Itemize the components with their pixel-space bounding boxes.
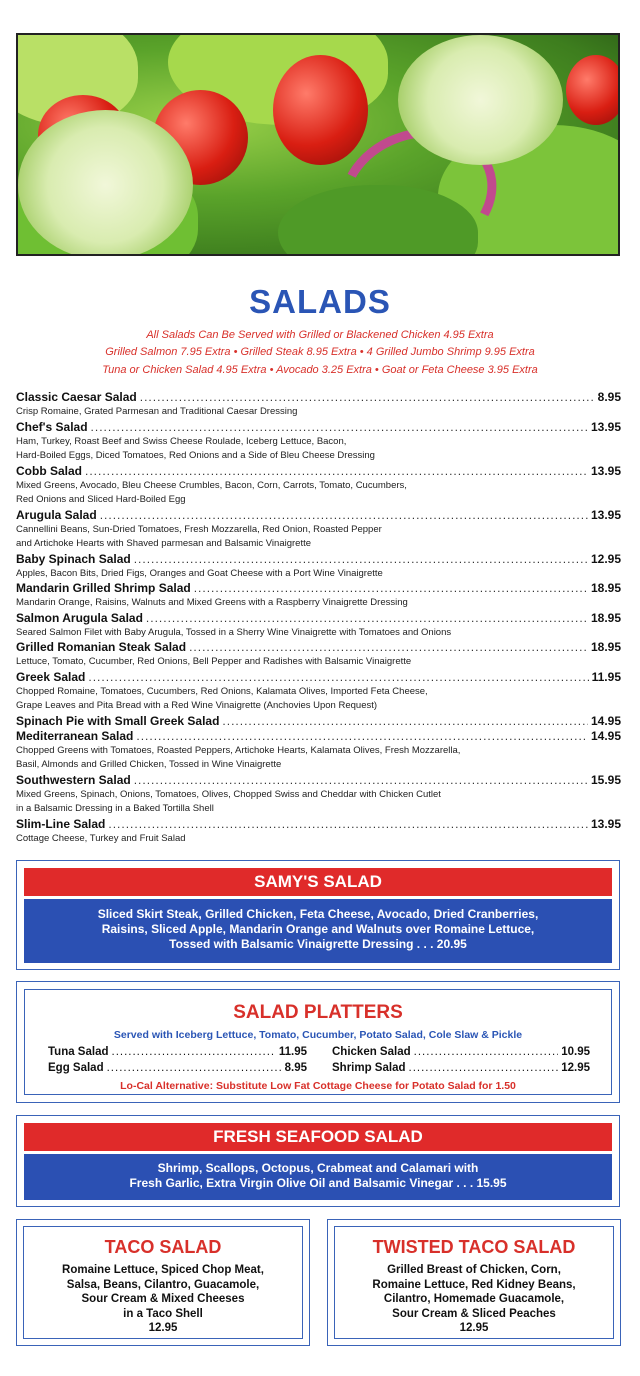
menu-item <box>16 714 621 729</box>
item-name: Southwestern Salad <box>16 772 131 787</box>
item-name: Classic Caesar Salad <box>16 390 137 404</box>
description-line: Romaine Lettuce, Spiced Chop Meat, <box>62 1264 264 1276</box>
description-line: Fresh Garlic, Extra Virgin Olive Oil and Balsamic Vinegar . . . 15.95 <box>129 1176 507 1190</box>
item-description: Cottage Cheese, Turkey and Fruit Salad <box>16 832 186 844</box>
description-line: Salsa, Beans, Cilantro, Guacamole, <box>66 1278 260 1291</box>
item-description: Ham, Turkey, Roast Beef and Swiss Cheese Roulade, Iceberg Lettuce, Bacon, <box>16 435 347 447</box>
item-name: Mediterranean Salad <box>16 728 134 743</box>
taco-salad-description <box>24 1263 302 1336</box>
salad-list <box>16 390 621 846</box>
item-description: in a Balsamic Dressing in a Baked Tortilla Shell <box>16 803 214 814</box>
item-price: 13.95 <box>590 463 621 478</box>
item-description: Crisp Romaine, Grated Parmesan and Traditional Caesar Dressing <box>16 406 298 417</box>
platters-note: Lo-Cal Alternative: Substitute Low Fat Cottage Cheese for Potato Salad for 1.50 <box>120 1080 516 1092</box>
item-price: 12.95 <box>148 1322 178 1334</box>
description-line: Romaine Lettuce, Red Kidney Beans, <box>372 1278 576 1291</box>
item-price: 12.95 <box>590 551 621 566</box>
item-price: 18.95 <box>590 581 621 595</box>
item-description: Seared Salmon Filet with Baby Arugula, Tossed in a Sherry Wine Vinaigrette with Tomatoes and Onions <box>16 626 452 638</box>
item-name: Salmon Arugula Salad <box>16 610 143 625</box>
menu-item <box>16 581 621 611</box>
section-title: SALADS <box>249 283 391 320</box>
item-name: Spinach Pie with Small Greek Salad <box>16 713 220 728</box>
item-price: 8.95 <box>597 390 621 404</box>
taco-salad-box <box>16 1219 310 1346</box>
cucumber-slice <box>398 35 563 165</box>
tomato <box>566 55 620 125</box>
item-price: 8.95 <box>284 1062 307 1074</box>
item-name: Tuna Salad <box>48 1046 109 1058</box>
samys-salad-description <box>24 899 612 963</box>
description-line: Sour Cream & Sliced Peaches <box>392 1307 556 1320</box>
description-line: Sour Cream & Mixed Cheeses <box>81 1293 245 1305</box>
seafood-salad-title: FRESH SEAFOOD SALAD <box>24 1123 612 1151</box>
taco-salad-frame <box>23 1226 303 1339</box>
extras-line: All Salads Can Be Served with Grilled or Blackened Chicken 4.95 Extra <box>146 329 494 341</box>
item-price: 18.95 <box>590 640 621 654</box>
menu-item <box>16 611 621 641</box>
item-description: Red Onions and Sliced Hard-Boiled Egg <box>16 494 186 505</box>
salad-platters-frame <box>24 989 612 1095</box>
description-line: Sliced Skirt Steak, Grilled Chicken, Feta Cheese, Avocado, Dried Cranberries, <box>97 907 539 921</box>
cucumber-slice <box>18 110 193 256</box>
item-description: Hard-Boiled Eggs, Diced Tomatoes, Red Onions and a Side of Bleu Cheese Dressing <box>16 450 375 461</box>
extras-line: Tuna or Chicken Salad 4.95 Extra • Avocado 3.25 Extra • Goat or Feta Cheese 3.95 Extra <box>102 364 538 376</box>
item-description: Basil, Almonds and Grilled Chicken, Tossed in Wine Vinaigrette <box>16 759 282 770</box>
samys-salad-title: SAMY'S SALAD <box>24 868 612 896</box>
platters-title: SALAD PLATTERS <box>233 1002 403 1023</box>
item-name: Greek Salad <box>16 669 86 684</box>
item-description: Chopped Romaine, Tomatoes, Cucumbers, Red Onions, Kalamata Olives, Imported Feta Cheese, <box>16 685 428 697</box>
item-price: 13.95 <box>590 419 621 434</box>
twisted-taco-salad-title: TWISTED TACO SALAD <box>372 1237 576 1257</box>
item-name: Slim-Line Salad <box>16 816 106 831</box>
item-price: 12.95 <box>459 1322 489 1334</box>
description-line: Tossed with Balsamic Vinaigrette Dressing . . . 20.95 <box>169 937 467 951</box>
samys-salad-box <box>16 860 620 970</box>
item-name: Baby Spinach Salad <box>16 551 131 566</box>
platter-item <box>332 1062 590 1074</box>
menu-item <box>16 773 621 817</box>
platter-item <box>332 1046 590 1058</box>
item-price: 11.95 <box>591 669 621 684</box>
item-name: Chicken Salad <box>332 1046 411 1058</box>
salad-platters-box <box>16 981 620 1103</box>
item-price: 13.95 <box>590 816 621 831</box>
item-price: 14.95 <box>590 713 621 728</box>
menu-item <box>16 464 621 508</box>
item-name: Cobb Salad <box>16 463 83 478</box>
item-description: Mixed Greens, Spinach, Onions, Tomatoes, Olives, Chopped Swiss and Cheddar with Chicken Cutlet <box>16 788 441 800</box>
description-line: in a Taco Shell <box>123 1307 203 1320</box>
item-price: 18.95 <box>590 610 621 625</box>
tomato <box>273 55 368 165</box>
item-name: Mandarin Grilled Shrimp Salad <box>16 581 191 595</box>
seafood-salad-description <box>24 1154 612 1200</box>
item-price: 10.95 <box>561 1046 590 1058</box>
item-name: Arugula Salad <box>16 507 97 522</box>
twisted-taco-salad-description <box>335 1263 613 1336</box>
menu-item <box>16 552 621 582</box>
extras-line: Grilled Salmon 7.95 Extra • Grilled Steak 8.95 Extra • 4 Grilled Jumbo Shrimp 9.95 Extra <box>105 346 535 358</box>
item-description: Cannellini Beans, Sun-Dried Tomatoes, Fresh Mozzarella, Red Onion, Roasted Pepper <box>16 523 382 535</box>
seafood-salad-box <box>16 1115 620 1207</box>
platter-item <box>48 1046 307 1058</box>
menu-item <box>16 390 621 420</box>
item-description: Chopped Greens with Tomatoes, Roasted Peppers, Artichoke Hearts, Kalamata Olives, Fresh Mozzarella, <box>16 744 461 756</box>
item-price: 14.95 <box>590 728 621 743</box>
twisted-taco-salad-box <box>327 1219 621 1346</box>
menu-item <box>16 729 621 773</box>
item-description: Lettuce, Tomato, Cucumber, Red Onions, Bell Pepper and Radishes with Balsamic Vinaigrette <box>16 656 412 667</box>
item-description: Mandarin Orange, Raisins, Walnuts and Mixed Greens with a Raspberry Vinaigrette Dressing <box>16 597 408 608</box>
taco-salad-title: TACO SALAD <box>104 1237 222 1257</box>
menu-item <box>16 670 621 714</box>
item-name: Chef's Salad <box>16 419 88 434</box>
item-price: 13.95 <box>590 507 621 522</box>
platters-subtitle: Served with Iceberg Lettuce, Tomato, Cucumber, Potato Salad, Cole Slaw & Pickle <box>113 1029 523 1041</box>
item-description: Grape Leaves and Pita Bread with a Red Wine Vinaigrette (Anchovies Upon Request) <box>16 700 378 711</box>
item-description: Apples, Bacon Bits, Dried Figs, Oranges and Goat Cheese with a Port Wine Vinaigrette <box>16 567 383 579</box>
menu-item <box>16 420 621 464</box>
item-description: Mixed Greens, Avocado, Bleu Cheese Crumbles, Bacon, Corn, Carrots, Tomato, Cucumbers, <box>16 479 407 491</box>
item-description: and Artichoke Hearts with Shaved parmesan and Balsamic Vinaigrette <box>16 538 312 549</box>
menu-item <box>16 508 621 552</box>
item-name: Grilled Romanian Steak Salad <box>16 640 187 654</box>
menu-item <box>16 817 621 847</box>
item-name: Shrimp Salad <box>332 1062 406 1074</box>
twisted-taco-salad-frame <box>334 1226 614 1339</box>
item-price: 12.95 <box>561 1062 590 1074</box>
menu-item <box>16 640 621 670</box>
description-line: Grilled Breast of Chicken, Corn, <box>387 1264 561 1276</box>
description-line: Shrimp, Scallops, Octopus, Crabmeat and Calamari with <box>157 1161 479 1175</box>
item-price: 11.95 <box>278 1046 307 1058</box>
item-price: 15.95 <box>590 772 621 787</box>
platter-item <box>48 1062 307 1074</box>
description-line: Raisins, Sliced Apple, Mandarin Orange and Walnuts over Romaine Lettuce, <box>101 922 535 936</box>
description-line: Cilantro, Homemade Guacamole, <box>383 1293 565 1305</box>
salad-photo <box>16 33 620 256</box>
item-name: Egg Salad <box>48 1062 104 1074</box>
